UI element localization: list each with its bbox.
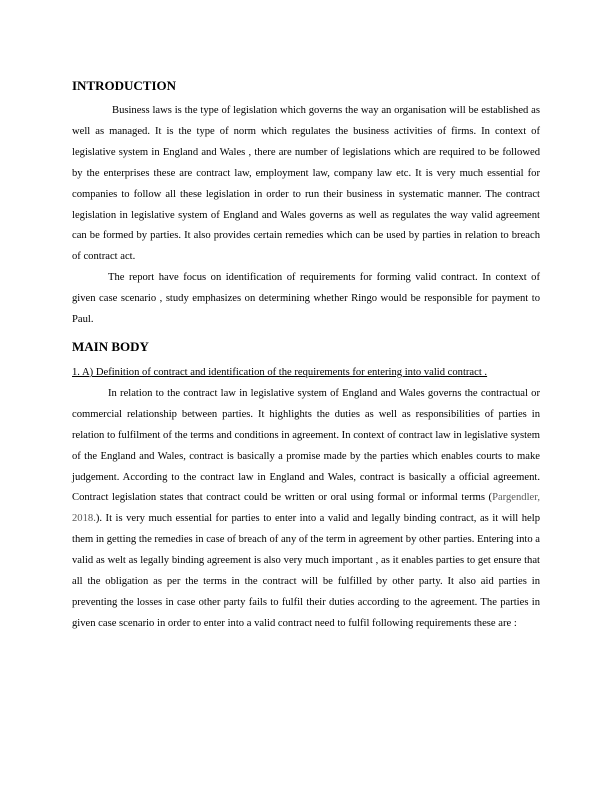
main-body-heading: MAIN BODY [72,338,149,354]
body-paragraph-1-part-b: ). It is very much essential for parties to enter into a valid and legally binding contract, as it will help them in getting the remedies in case of breach of any of the term in agreement by other parties. Entering into a valid as welt as legally binding agreement is also very much important , as it enables parties to get ensure that all the obligation as per the terms in the contract will be fulfilled by other party. It also aid parties in preventing the losses in case other party fails to fulfil their duties according to the agreement. The parties in given case scenario in order to enter into a valid contract need to fulfil following requirements these are : [72,513,540,629]
body-paragraph-1-part-a: In relation to the contract law in legislative system of England and Wales governs the contractual or commercial relationship between parties. It highlights the duties as well as responsibilities of parties in relation to fulfilment of the terms and conditions in agreement. In context of contract law in legislative system of the England and Wales, contract is basically a promise made by the parties which enables courts to make judgement. According to the contract law in England and Wales, contract is basically a official agreement. Contract legislation states that contract could be written or oral using formal or informal terms ( [72,387,540,504]
introduction-heading: INTRODUCTION [72,78,177,93]
citation: Pargendler, 2018. [72,492,540,525]
introduction-paragraph-1: Business laws is the type of legislation which governs the way an organisation will be established as well as managed. It is the type of norm which regulates the business activities of firms. In context of legislative system in England and Wales , there are number of legislations which are required to be followed by the enterprises these are contract law, employment law, company law etc. It is very much essential for companies to follow all these legislation in order to run their business in systematic manner. The contract legislation in legislative system of England and Wales governs as well as regulates the way valid agreement can be formed by parties. It also provides certain remedies which can be used by parties in relation to breach of contract act. [72,105,540,263]
introduction-paragraph-2: The report have focus on identification of requirements for forming valid contract. In context of given case scenario , study emphasizes on determining whether Ringo would be responsible for payment to Paul. [72,272,540,326]
section-1a-heading: 1. A) Definition of contract and identification of the requirements for entering into valid contract . [72,366,488,378]
body-paragraph-1 [72,384,540,635]
